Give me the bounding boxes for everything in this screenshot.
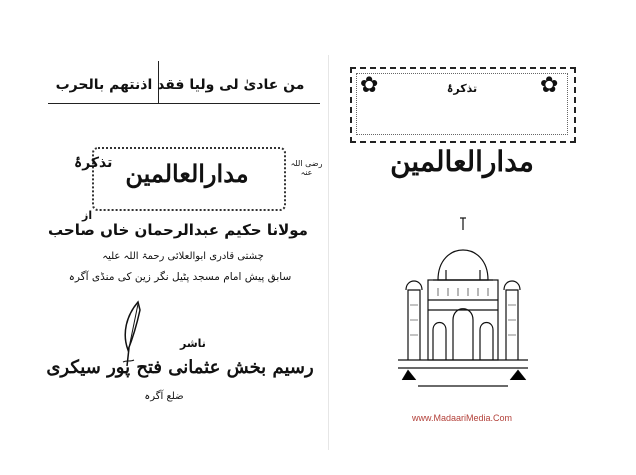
frame-text: تذکرۂ bbox=[446, 82, 478, 95]
top-rule bbox=[48, 103, 320, 104]
publisher-label: ناشر bbox=[180, 337, 206, 350]
author-lineage: چشتی قادری ابوالعلائی رحمۃ اللہ علیہ bbox=[102, 251, 264, 262]
title-prefix: تذکرۂ bbox=[74, 155, 113, 171]
left-page bbox=[30, 55, 329, 450]
flower-ornament-icon: ✿ bbox=[540, 73, 559, 98]
website-link[interactable]: www.MadaariMedia.Com bbox=[411, 413, 513, 423]
az-label: از bbox=[82, 209, 93, 222]
top-line: من عادیٰ لی ولیا فقد اذنتھم بالحرب bbox=[55, 77, 305, 93]
shrine-illustration bbox=[398, 210, 528, 400]
right-page bbox=[338, 55, 586, 450]
flower-ornament-icon: ✿ bbox=[360, 73, 379, 98]
author-name: مولانا حکیم عبدالرحمان خاں صاحب bbox=[48, 221, 308, 239]
author-position: سابق پیش امام مسجد پٹیل نگر زین کی منڈی آگرہ bbox=[68, 271, 292, 283]
book-title: مدارالعالمین bbox=[125, 159, 249, 188]
cover-title: مدارالعالمین bbox=[390, 145, 534, 178]
publisher-place: ضلع آگرہ bbox=[144, 391, 184, 402]
side-honorific: رضی اللہ عنہ bbox=[290, 159, 323, 177]
publisher-name: رسیم بخش عثمانی فتح پور سیکری bbox=[46, 357, 314, 378]
